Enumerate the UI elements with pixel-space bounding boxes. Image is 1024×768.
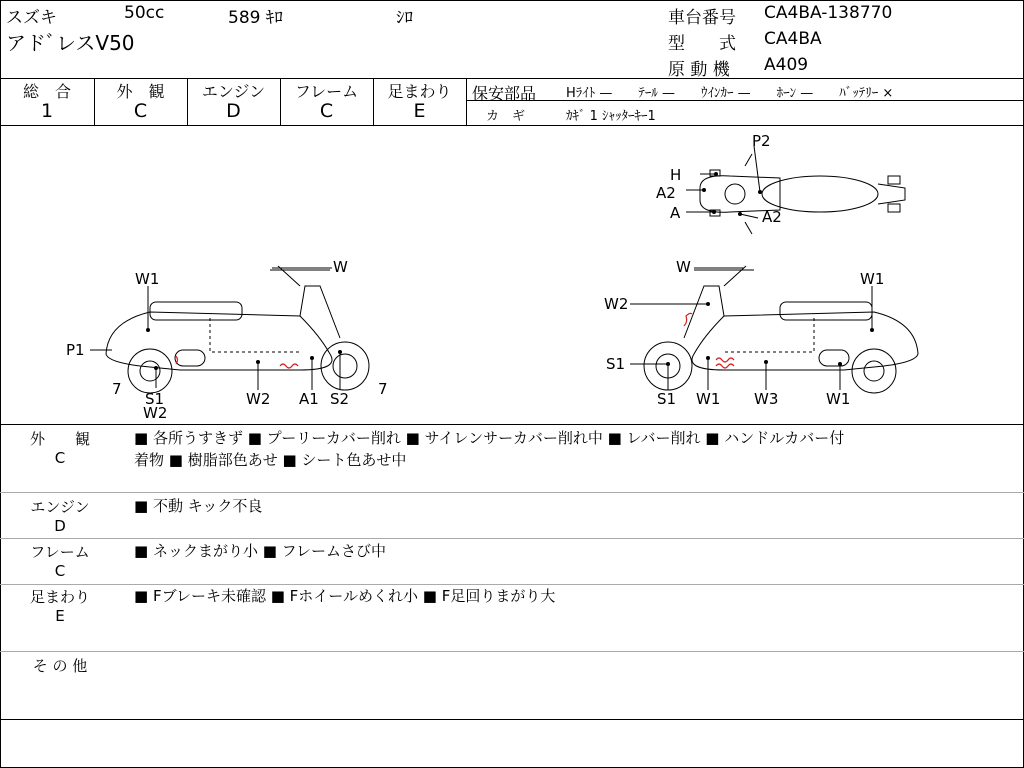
diagram-label: W2 xyxy=(246,390,271,408)
section-frame-grade: C xyxy=(54,562,66,580)
diagram-label: 7 xyxy=(378,380,388,398)
mileage: 589 ｷﾛ xyxy=(228,8,283,28)
maker: スズキ xyxy=(6,8,57,28)
grade-suspension-value: E xyxy=(413,100,426,122)
section-suspension-grade: E xyxy=(55,607,65,625)
grade-exterior-label: 外 観 xyxy=(116,82,165,101)
damage-marks xyxy=(176,313,734,368)
section-engine-text: ■ 不動 キック不良 xyxy=(134,497,263,515)
grade-engine-label: エンジン xyxy=(201,82,266,101)
diagram-label: A1 xyxy=(299,390,319,408)
type-label: 型 式 xyxy=(668,34,736,54)
model-name: アドﾞレスV50 xyxy=(6,31,135,55)
diagram-label: 7 xyxy=(112,380,122,398)
engine-label: 原 動 機 xyxy=(668,60,730,80)
grade-exterior-value: C xyxy=(133,100,148,122)
displacement: 50cc xyxy=(124,3,165,23)
color: ｼﾛ xyxy=(396,8,413,28)
diagram-label: P1 xyxy=(66,341,85,359)
engine-value: A409 xyxy=(764,55,809,75)
type-value: CA4BA xyxy=(764,29,822,49)
section-frame-label: フレーム xyxy=(30,543,90,561)
section-exterior-grade: C xyxy=(54,449,66,467)
safety-label: 保安部品 xyxy=(472,84,537,103)
diagram-label: W xyxy=(333,258,348,276)
diagram-label: W1 xyxy=(696,390,721,408)
frame-no-value: CA4BA-138770 xyxy=(764,3,893,23)
diagram-label: W1 xyxy=(135,270,160,288)
diagram-label: A xyxy=(670,204,681,222)
grade-overall-value: 1 xyxy=(40,100,54,122)
key-value: ｶｷﾞ 1 ｼｬｯﾀｰｷｰ1 xyxy=(566,109,656,124)
damage-diagram xyxy=(0,126,1024,424)
divider xyxy=(0,492,1024,493)
frame-no-label: 車台番号 xyxy=(668,8,736,28)
diagram-label: A2 xyxy=(656,184,676,202)
section-engine-label: エンジン xyxy=(30,498,90,516)
diagram-label: H xyxy=(670,166,682,184)
section-frame-text: ■ ネックまがり小 ■ フレームさび中 xyxy=(134,542,387,560)
grade-engine-value: D xyxy=(226,100,241,122)
diagram-label: W1 xyxy=(860,270,885,288)
diagram-label: W xyxy=(676,258,691,276)
section-engine-grade: D xyxy=(54,517,66,535)
grade-frame-value: C xyxy=(319,100,334,122)
divider xyxy=(466,78,467,125)
diagram-label: S1 xyxy=(145,390,165,408)
safety-items: Hﾗｲﾄ — ﾃｰﾙ — ｳｲﾝｶｰ — ﾎｰﾝ — ﾊﾞｯﾃﾘｰ × xyxy=(566,86,894,101)
divider xyxy=(0,719,1024,720)
section-exterior-label: 外 観 xyxy=(29,430,90,448)
section-suspension-text: ■ Fブレーキ未確認 ■ Fホイールめくれ小 ■ F足回りまがり大 xyxy=(134,587,556,605)
diagram-label: A2 xyxy=(762,208,782,226)
diagram-label: P2 xyxy=(752,132,771,150)
divider xyxy=(0,651,1024,652)
section-exterior-text-line1: ■ 各所うすきず ■ プーリーカバー削れ ■ サイレンサーカバー削れ中 ■ レバー削れ ■ ハンドルカバー付 xyxy=(134,429,845,447)
grade-suspension-label: 足まわり xyxy=(387,82,452,101)
diagram-label: W1 xyxy=(826,390,851,408)
diagram-label: S1 xyxy=(657,390,677,408)
scooter-top-view xyxy=(700,154,905,234)
divider xyxy=(0,424,1024,425)
diagram-label: W2 xyxy=(604,295,629,313)
diagram-label: S2 xyxy=(330,390,350,408)
grade-overall-label: 総 合 xyxy=(22,82,71,101)
key-label: カ ギ xyxy=(486,109,526,124)
diagram-label: W3 xyxy=(754,390,779,408)
section-suspension-label: 足まわり xyxy=(29,588,90,606)
section-other-label: そ の 他 xyxy=(32,657,88,675)
divider xyxy=(0,538,1024,539)
section-exterior-text-line2: 着物 ■ 樹脂部色あせ ■ シート色あせ中 xyxy=(134,451,407,469)
grade-frame-label: フレーム xyxy=(294,82,359,101)
diagram-label: W2 xyxy=(143,404,168,422)
diagram-label: S1 xyxy=(606,355,626,373)
